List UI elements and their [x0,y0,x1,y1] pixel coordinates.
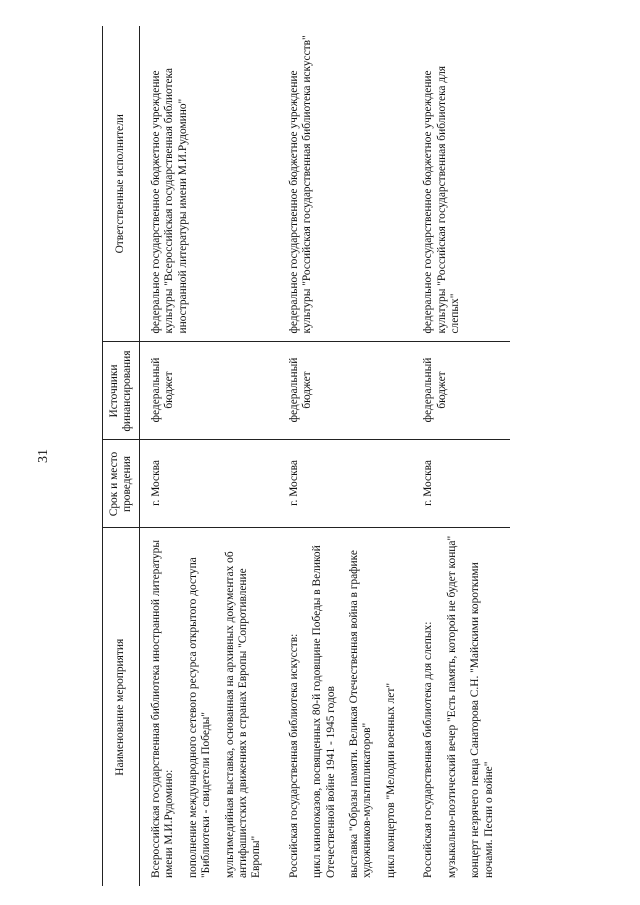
funding-cell: федеральный бюджет [278,342,412,440]
event-item: концерт незрячего певца Санаторова С.Н. "Майскими короткими ночами. Песни о войне" [469,562,495,878]
event-org: Всероссийская государственная библиотека иностранной литературы имени М.И.Рудомино: [150,539,176,878]
event-item: мультимедийная выставка, основанная на архивных документах об антифашистских движениях в странах Европы "Сопротивление Европы" [223,551,263,878]
place-cell: г. Москва [140,440,278,528]
place-cell: г. Москва [278,440,412,528]
events-cell [140,528,278,886]
event-org: Российская государственная библиотека искусств: [287,633,300,878]
header-event-name: Наименование мероприятия [103,528,140,886]
table-row [278,26,412,886]
events-table [102,26,510,886]
rotated-table-wrapper [102,26,622,886]
events-cell [412,528,510,886]
event-item: цикл кинопоказов, посвященных 80-й годовщине Победы в Великой Отечественной войне 1941 - 1945 годов [311,545,337,878]
table-row [412,26,510,886]
funding-cell: федеральный бюджет [140,342,278,440]
table-row [140,26,278,886]
events-cell [278,528,412,886]
event-item: музыкально-поэтический вечер "Есть память, которой не будет конца" [445,535,458,878]
event-item: цикл концертов "Мелодии военных лет" [384,683,397,878]
funding-cell: федеральный бюджет [412,342,510,440]
event-org: Российская государственная библиотека для слепых: [422,621,435,878]
event-item: выставка "Образы памяти. Великая Отечественная война в графике художников-мультипликаторов" [348,550,374,878]
table-header-row [103,26,140,886]
place-cell: г. Москва [412,440,510,528]
responsible-cell: федеральное государственное бюджетное учреждение культуры "Российская государственная библиотека для слепых" [412,26,510,342]
header-date-place: Срок и место проведения [103,440,140,528]
header-responsible: Ответственные исполнители [103,26,140,342]
responsible-cell: федеральное государственное бюджетное учреждение культуры "Российская государственная библиотека искусств" [278,26,412,342]
event-item: пополнение международного сетевого ресурса открытого доступа "Библиотеки - свидетели Победы" [186,557,213,878]
page-number: 31 [36,449,51,463]
header-funding: Источники финансирования [103,342,140,440]
responsible-cell: федеральное государственное бюджетное учреждение культуры "Всероссийская государственная библиотека иностранной литературы имени М.И.Рудомино" [140,26,278,342]
